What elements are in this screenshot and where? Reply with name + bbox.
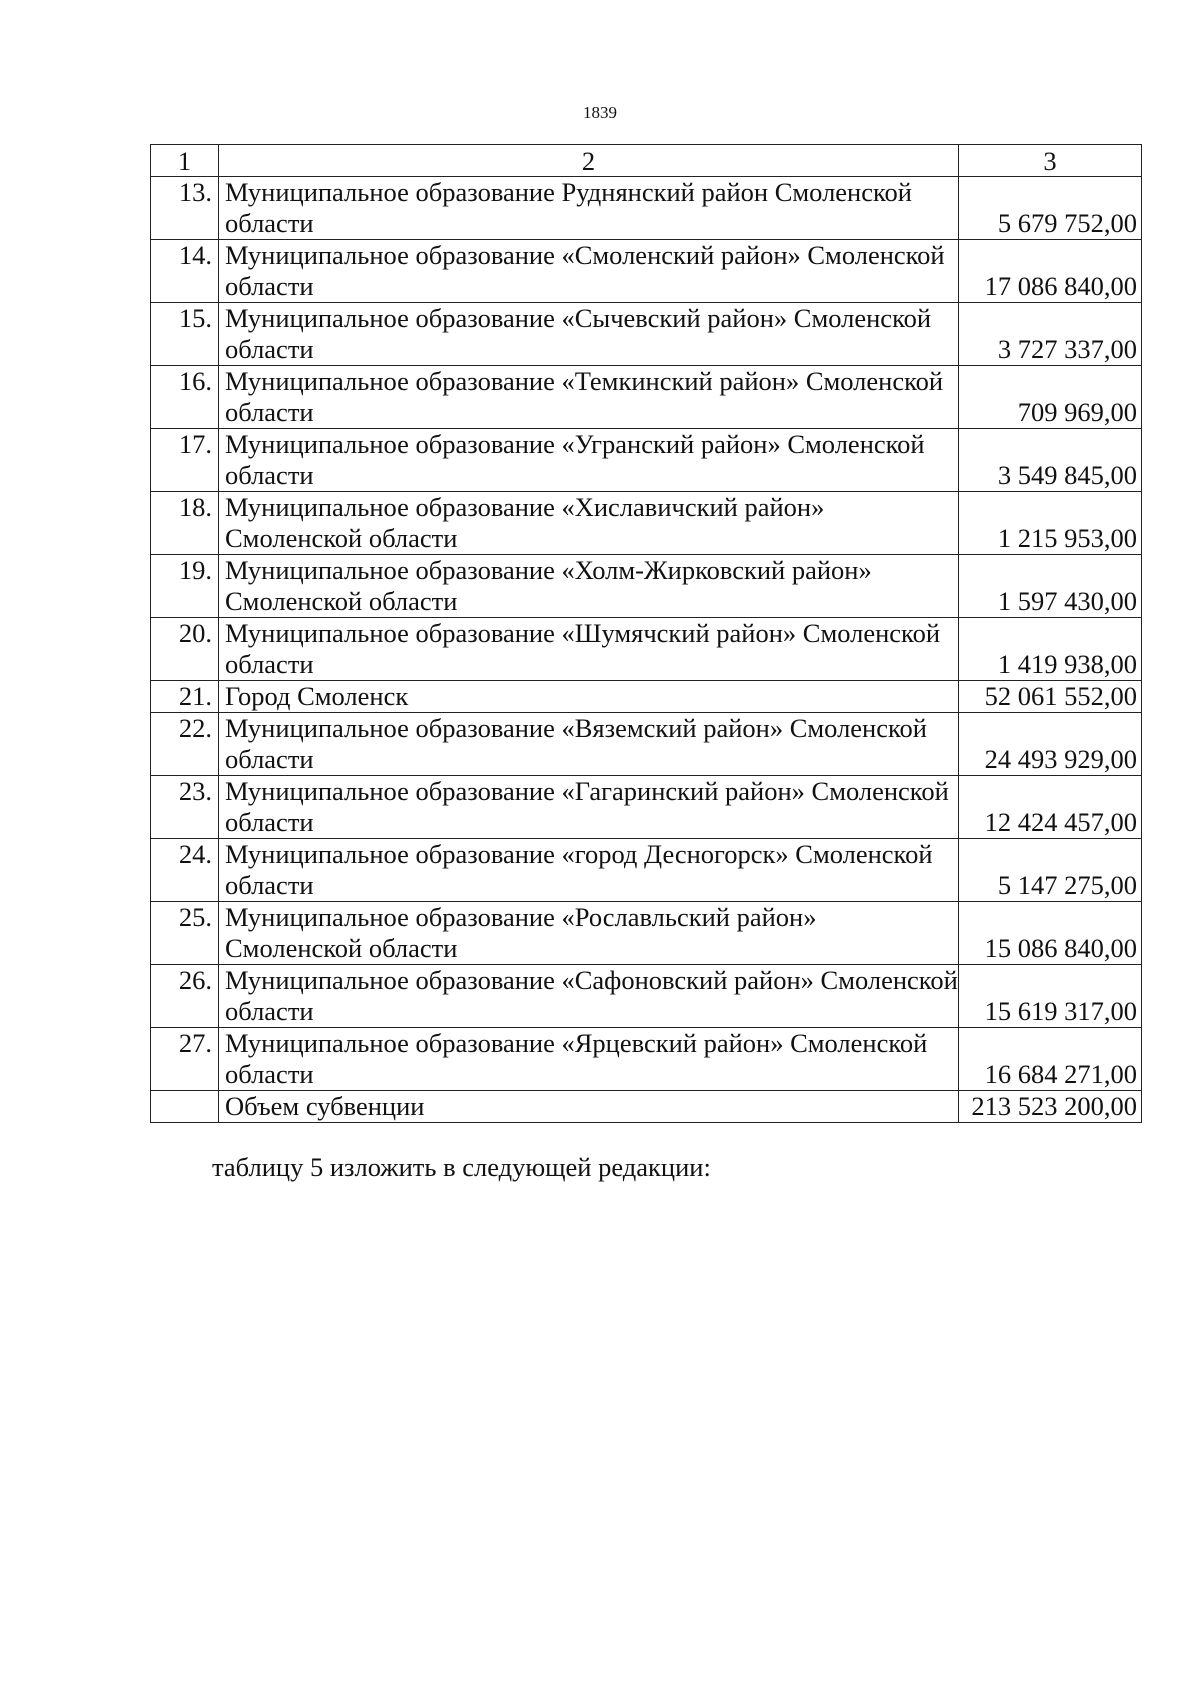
subsidy-amount-cell: 24 493 929,00: [959, 713, 1142, 776]
row-number-cell: 14.: [151, 240, 219, 303]
municipality-name-cell: Муниципальное образование «Угранский район» Смоленской области: [219, 429, 959, 492]
municipality-name-cell: Город Смоленск: [219, 681, 959, 713]
subsidy-amount-cell: 16 684 271,00: [959, 1028, 1142, 1091]
municipality-name-cell: Объем субвенции: [219, 1091, 959, 1123]
table-row: [151, 366, 1142, 429]
municipality-name-cell: Муниципальное образование «Смоленский район» Смоленской области: [219, 240, 959, 303]
municipality-name-cell: Муниципальное образование «Шумячский район» Смоленской области: [219, 618, 959, 681]
row-number-cell: [151, 1091, 219, 1123]
subsidy-amount-cell: 52 061 552,00: [959, 681, 1142, 713]
table-row: [151, 618, 1142, 681]
row-number-cell: 27.: [151, 1028, 219, 1091]
table-total-row: [151, 1091, 1142, 1123]
subsidy-amount-cell: 3 549 845,00: [959, 429, 1142, 492]
municipality-name-cell: Муниципальное образование «Сычевский район» Смоленской области: [219, 303, 959, 366]
subsidy-amount-cell: 15 619 317,00: [959, 965, 1142, 1028]
subsidy-amount-cell: 1 215 953,00: [959, 492, 1142, 555]
municipality-name-cell: Муниципальное образование «Гагаринский район» Смоленской области: [219, 776, 959, 839]
subsidy-amount-cell: 12 424 457,00: [959, 776, 1142, 839]
page-number: 1839: [583, 103, 617, 122]
municipality-name-cell: Муниципальное образование «Сафоновский район» Смоленской области: [219, 965, 959, 1028]
table-row: [151, 776, 1142, 839]
municipality-name-cell: Муниципальное образование «Хиславичский район» Смоленской области: [219, 492, 959, 555]
table-row: [151, 1028, 1142, 1091]
table-row: [151, 492, 1142, 555]
subsidy-amount-cell: 3 727 337,00: [959, 303, 1142, 366]
row-number-cell: 15.: [151, 303, 219, 366]
table-row: [151, 681, 1142, 713]
subsidy-amount-cell: 5 679 752,00: [959, 177, 1142, 240]
table-row: [151, 965, 1142, 1028]
municipality-name-cell: Муниципальное образование «Рославльский район» Смоленской области: [219, 902, 959, 965]
subsidy-amount-cell: 15 086 840,00: [959, 902, 1142, 965]
municipality-name-cell: Муниципальное образование «Вяземский район» Смоленской области: [219, 713, 959, 776]
table-row: [151, 839, 1142, 902]
table-header-row: [151, 145, 1142, 177]
subsidy-amount-cell: 709 969,00: [959, 366, 1142, 429]
row-number-cell: 21.: [151, 681, 219, 713]
header-col-1: 1: [151, 145, 219, 177]
row-number-cell: 24.: [151, 839, 219, 902]
table-row: [151, 240, 1142, 303]
row-number-cell: 25.: [151, 902, 219, 965]
table-row: [151, 555, 1142, 618]
row-number-cell: 22.: [151, 713, 219, 776]
row-number-cell: 18.: [151, 492, 219, 555]
table-row: [151, 429, 1142, 492]
municipality-name-cell: Муниципальное образование «Темкинский район» Смоленской области: [219, 366, 959, 429]
row-number-cell: 17.: [151, 429, 219, 492]
row-number-cell: 16.: [151, 366, 219, 429]
subsidy-table: [150, 144, 1142, 1123]
table-row: [151, 177, 1142, 240]
municipality-name-cell: Муниципальное образование «город Десногорск» Смоленской области: [219, 839, 959, 902]
subsidy-amount-cell: 213 523 200,00: [959, 1091, 1142, 1123]
municipality-name-cell: Муниципальное образование Руднянский район Смоленской области: [219, 177, 959, 240]
subsidy-amount-cell: 1 597 430,00: [959, 555, 1142, 618]
row-number-cell: 23.: [151, 776, 219, 839]
table-row: [151, 713, 1142, 776]
subsidy-amount-cell: 1 419 938,00: [959, 618, 1142, 681]
subsidy-amount-cell: 17 086 840,00: [959, 240, 1142, 303]
row-number-cell: 20.: [151, 618, 219, 681]
instruction-text: таблицу 5 изложить в следующей редакции:: [212, 1152, 711, 1182]
header-col-2: 2: [219, 145, 959, 177]
municipality-name-cell: Муниципальное образование «Холм-Жирковский район» Смоленской области: [219, 555, 959, 618]
row-number-cell: 13.: [151, 177, 219, 240]
row-number-cell: 19.: [151, 555, 219, 618]
row-number-cell: 26.: [151, 965, 219, 1028]
header-col-3: 3: [959, 145, 1142, 177]
table-row: [151, 902, 1142, 965]
municipality-name-cell: Муниципальное образование «Ярцевский район» Смоленской области: [219, 1028, 959, 1091]
subsidy-amount-cell: 5 147 275,00: [959, 839, 1142, 902]
table-row: [151, 303, 1142, 366]
